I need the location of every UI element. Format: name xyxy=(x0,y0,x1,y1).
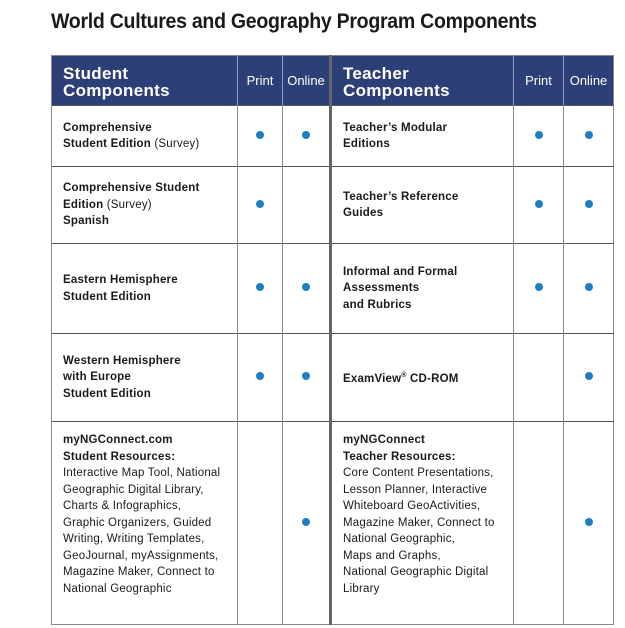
cell-line: Western Hemisphere xyxy=(63,354,181,367)
cell-line-normal: (Survey) xyxy=(150,138,200,150)
available-dot-icon xyxy=(535,283,543,291)
cell-line: GeoJournal, myAssignments, xyxy=(63,549,219,562)
cell-line: Lesson Planner, Interactive xyxy=(343,483,488,496)
table-row xyxy=(52,422,614,625)
available-dot-icon xyxy=(302,283,310,291)
student-online-cell xyxy=(283,334,331,422)
cell-line: Spanish xyxy=(63,215,110,228)
student-print-cell xyxy=(238,244,283,334)
teacher-header-line2: Components xyxy=(343,80,450,100)
cell-line: Guides xyxy=(343,207,384,219)
table-row xyxy=(52,334,614,422)
cell-line: Informal and Formal xyxy=(343,265,458,278)
student-print-cell xyxy=(238,422,283,625)
student-components-header xyxy=(52,56,238,106)
student-component-cell xyxy=(52,244,238,334)
student-header-line2: Components xyxy=(63,80,170,100)
teacher-print-cell xyxy=(514,167,564,244)
student-header-line1: Student xyxy=(63,63,129,83)
teacher-online-cell xyxy=(564,167,614,244)
cell-line: with Europe xyxy=(63,371,132,384)
student-online-cell xyxy=(283,244,331,334)
cell-line: Teacher’s Reference xyxy=(343,190,459,203)
cell-line: Geographic Digital Library, xyxy=(63,483,204,496)
teacher-online-cell xyxy=(564,334,614,422)
components-table xyxy=(51,55,614,625)
cell-line: Whiteboard GeoActivities, xyxy=(343,500,481,512)
teacher-component-cell xyxy=(331,422,514,625)
cell-line: Editions xyxy=(343,138,390,150)
available-dot-icon xyxy=(535,200,543,208)
cell-line: Library xyxy=(343,582,380,595)
student-component-cell xyxy=(52,334,238,422)
student-component-cell xyxy=(52,106,238,167)
teacher-print-cell xyxy=(514,334,564,422)
table-row xyxy=(52,106,614,167)
student-component-cell xyxy=(52,167,238,244)
available-dot-icon xyxy=(302,131,310,139)
teacher-online-cell xyxy=(564,422,614,625)
cell-line: Magazine Maker, Connect to xyxy=(63,566,215,578)
teacher-print-cell xyxy=(514,244,564,334)
cell-line: Student Edition xyxy=(63,138,151,150)
available-dot-icon xyxy=(585,200,593,208)
teacher-component-cell xyxy=(331,244,514,334)
student-print-cell xyxy=(238,106,283,167)
teacher-print-header: Print xyxy=(514,56,564,106)
table-row xyxy=(52,244,614,334)
cell-line: Graphic Organizers, Guided xyxy=(63,516,212,529)
cell-line: Student Edition xyxy=(63,290,151,303)
available-dot-icon xyxy=(585,372,593,380)
student-component-cell xyxy=(52,422,238,625)
teacher-online-header: Online xyxy=(564,56,614,106)
teacher-component-cell xyxy=(331,334,514,422)
available-dot-icon xyxy=(585,518,593,526)
header-row xyxy=(52,56,614,106)
cell-heading: Teacher Resources: xyxy=(343,450,456,463)
teacher-online-cell xyxy=(564,106,614,167)
cell-line: National Geographic xyxy=(63,582,172,595)
available-dot-icon xyxy=(585,283,593,291)
cell-line: National Geographic, xyxy=(343,533,456,545)
student-print-cell xyxy=(238,167,283,244)
student-online-cell xyxy=(283,422,331,625)
table-row xyxy=(52,167,614,244)
available-dot-icon xyxy=(256,200,264,208)
cell-line: Maps and Graphs, xyxy=(343,549,441,562)
available-dot-icon xyxy=(256,372,264,380)
cell-line: Eastern Hemisphere xyxy=(63,274,178,286)
cell-line: Magazine Maker, Connect to xyxy=(343,516,495,529)
cell-line: Charts & Infographics, xyxy=(63,500,182,512)
cell-line: Teacher’s Modular xyxy=(343,121,448,134)
cell-heading: myNGConnect.com xyxy=(63,434,173,446)
cell-line: CD-ROM xyxy=(406,372,459,385)
cell-line: Assessments xyxy=(343,282,420,295)
cell-line: Student Edition xyxy=(63,387,151,400)
student-print-header: Print xyxy=(238,56,283,106)
available-dot-icon xyxy=(302,518,310,526)
available-dot-icon xyxy=(535,131,543,139)
teacher-header-line1: Teacher xyxy=(343,63,410,83)
teacher-component-cell xyxy=(331,106,514,167)
available-dot-icon xyxy=(256,131,264,139)
student-print-cell xyxy=(238,334,283,422)
available-dot-icon xyxy=(256,283,264,291)
cell-line: Writing, Writing Templates, xyxy=(63,533,205,545)
page-title: World Cultures and Geography Program Components xyxy=(51,10,537,33)
cell-line: and Rubrics xyxy=(343,298,412,311)
cell-line-normal: (Survey) xyxy=(103,198,152,211)
cell-line: Core Content Presentations, xyxy=(343,467,494,479)
teacher-print-cell xyxy=(514,422,564,625)
student-online-cell xyxy=(283,167,331,244)
cell-line: National Geographic Digital xyxy=(343,566,489,578)
teacher-print-cell xyxy=(514,106,564,167)
student-online-cell xyxy=(283,106,331,167)
teacher-online-cell xyxy=(564,244,614,334)
teacher-components-header xyxy=(331,56,514,106)
cell-line: Comprehensive Student xyxy=(63,182,200,195)
cell-heading: Student Resources: xyxy=(63,450,176,463)
available-dot-icon xyxy=(585,131,593,139)
registered-mark: ® xyxy=(401,371,407,379)
available-dot-icon xyxy=(302,372,310,380)
cell-line: Edition xyxy=(63,198,104,211)
teacher-component-cell xyxy=(331,167,514,244)
cell-line: ExamView xyxy=(343,372,402,385)
cell-line: Comprehensive xyxy=(63,121,152,134)
cell-heading: myNGConnect xyxy=(343,434,426,446)
student-online-header: Online xyxy=(283,56,331,106)
cell-line: Interactive Map Tool, National xyxy=(63,467,221,479)
